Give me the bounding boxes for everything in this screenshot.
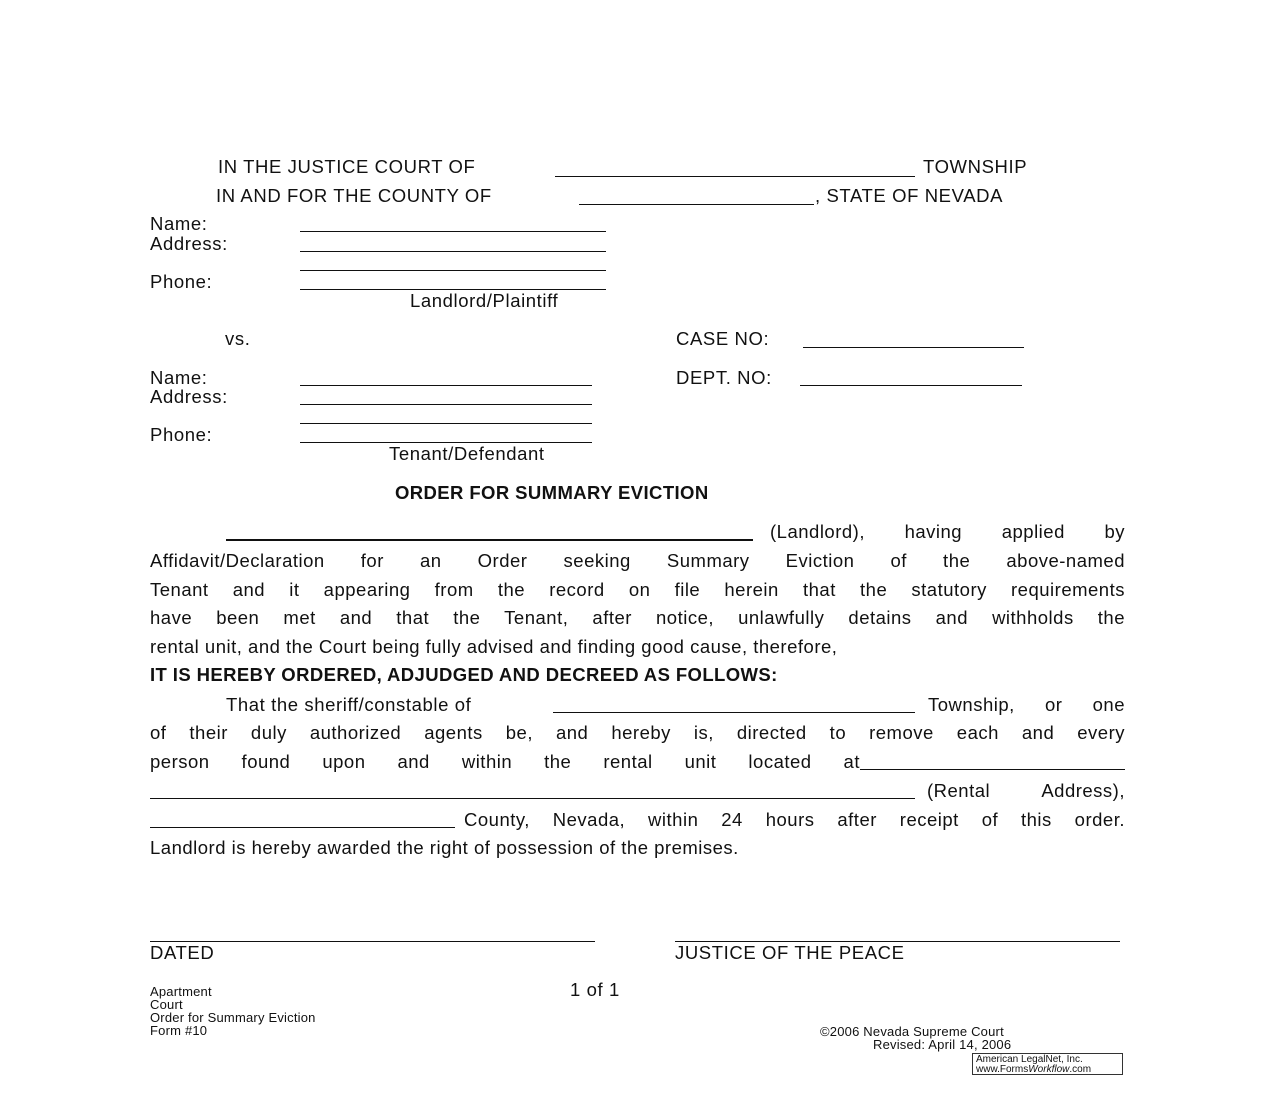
plaintiff-name-label: Name: — [150, 213, 208, 234]
copyright: ©2006 Nevada Supreme Court — [820, 1024, 1004, 1039]
township-or-one: Township, or one — [928, 694, 1125, 715]
defendant-name-label: Name: — [150, 367, 208, 388]
body-line-4: have been met and that the Tenant, after notice, unlawfully detains and withholds the — [150, 607, 1125, 628]
defendant-address-blank-2[interactable] — [300, 423, 592, 424]
county-blank[interactable] — [579, 204, 814, 205]
defendant-phone-label: Phone: — [150, 424, 213, 445]
body-line-7: of their duly authorized agents be, and hereby is, directed to remove each and every — [150, 722, 1125, 743]
legalnet-logo — [972, 1053, 1123, 1075]
body-line-8: person found upon and within the rental unit located at — [150, 751, 860, 772]
state-label: , STATE OF NEVADA — [815, 185, 1004, 206]
defendant-address-label: Address: — [150, 386, 228, 407]
dept-no-label: DEPT. NO: — [676, 367, 772, 388]
county-line-label: IN AND FOR THE COUNTY OF — [216, 185, 492, 206]
justice-label: JUSTICE OF THE PEACE — [675, 942, 905, 963]
plaintiff-role: Landlord/Plaintiff — [410, 290, 559, 311]
footer-left-4: Form #10 — [150, 1023, 208, 1038]
defendant-name-blank[interactable] — [300, 385, 592, 386]
body-line-2: Affidavit/Declaration for an Order seeking Summary Eviction of the above-named — [150, 550, 1125, 571]
footer-left-1: Apartment — [150, 984, 212, 999]
county-name-blank[interactable] — [150, 827, 455, 828]
rental-address-blank-1[interactable] — [860, 769, 1125, 770]
sheriff-township-blank[interactable] — [553, 712, 915, 713]
defendant-address-blank-1[interactable] — [300, 404, 592, 405]
body-line-1: (Landlord), having applied by — [770, 521, 1126, 542]
possession-text: Landlord is hereby awarded the right of possession of the premises. — [150, 837, 739, 858]
page-number: 1 of 1 — [570, 979, 620, 1000]
logo-url: www.FormsWorkflow.com — [976, 1064, 1092, 1075]
dated-label: DATED — [150, 942, 215, 963]
logo-company: American LegalNet, Inc. — [976, 1054, 1083, 1065]
case-no-label: CASE NO: — [676, 328, 770, 349]
case-no-blank[interactable] — [803, 347, 1024, 348]
ordered-heading: IT IS HEREBY ORDERED, ADJUDGED AND DECREED AS FOLLOWS: — [150, 664, 778, 685]
sheriff-text: That the sheriff/constable of — [226, 694, 472, 715]
dated-signature-line[interactable] — [150, 941, 595, 942]
body-line-3: Tenant and it appearing from the record on file herein that the statutory requirements — [150, 579, 1125, 600]
landlord-name-blank[interactable] — [226, 539, 753, 541]
defendant-role: Tenant/Defendant — [389, 443, 545, 464]
revised-date: Revised: April 14, 2006 — [873, 1037, 1012, 1052]
footer-left-3: Order for Summary Eviction — [150, 1010, 316, 1025]
plaintiff-phone-label: Phone: — [150, 271, 213, 292]
court-line-label: IN THE JUSTICE COURT OF — [218, 156, 476, 177]
township-blank[interactable] — [555, 176, 915, 177]
plaintiff-address-blank-1[interactable] — [300, 251, 606, 252]
versus-label: vs. — [225, 328, 251, 349]
county-text: County, Nevada, within 24 hours after receipt of this order. — [464, 809, 1125, 830]
plaintiff-address-label: Address: — [150, 233, 228, 254]
body-line-5: rental unit, and the Court being fully advised and finding good cause, therefore, — [150, 636, 838, 657]
rental-address-blank-2[interactable] — [150, 798, 915, 799]
plaintiff-address-blank-2[interactable] — [300, 270, 606, 271]
footer-left-2: Court — [150, 997, 183, 1012]
rental-address-label: (Rental Address), — [927, 780, 1125, 801]
plaintiff-name-blank[interactable] — [300, 231, 606, 232]
township-label: TOWNSHIP — [923, 156, 1028, 177]
document-title: ORDER FOR SUMMARY EVICTION — [395, 482, 709, 503]
dept-no-blank[interactable] — [800, 385, 1022, 386]
